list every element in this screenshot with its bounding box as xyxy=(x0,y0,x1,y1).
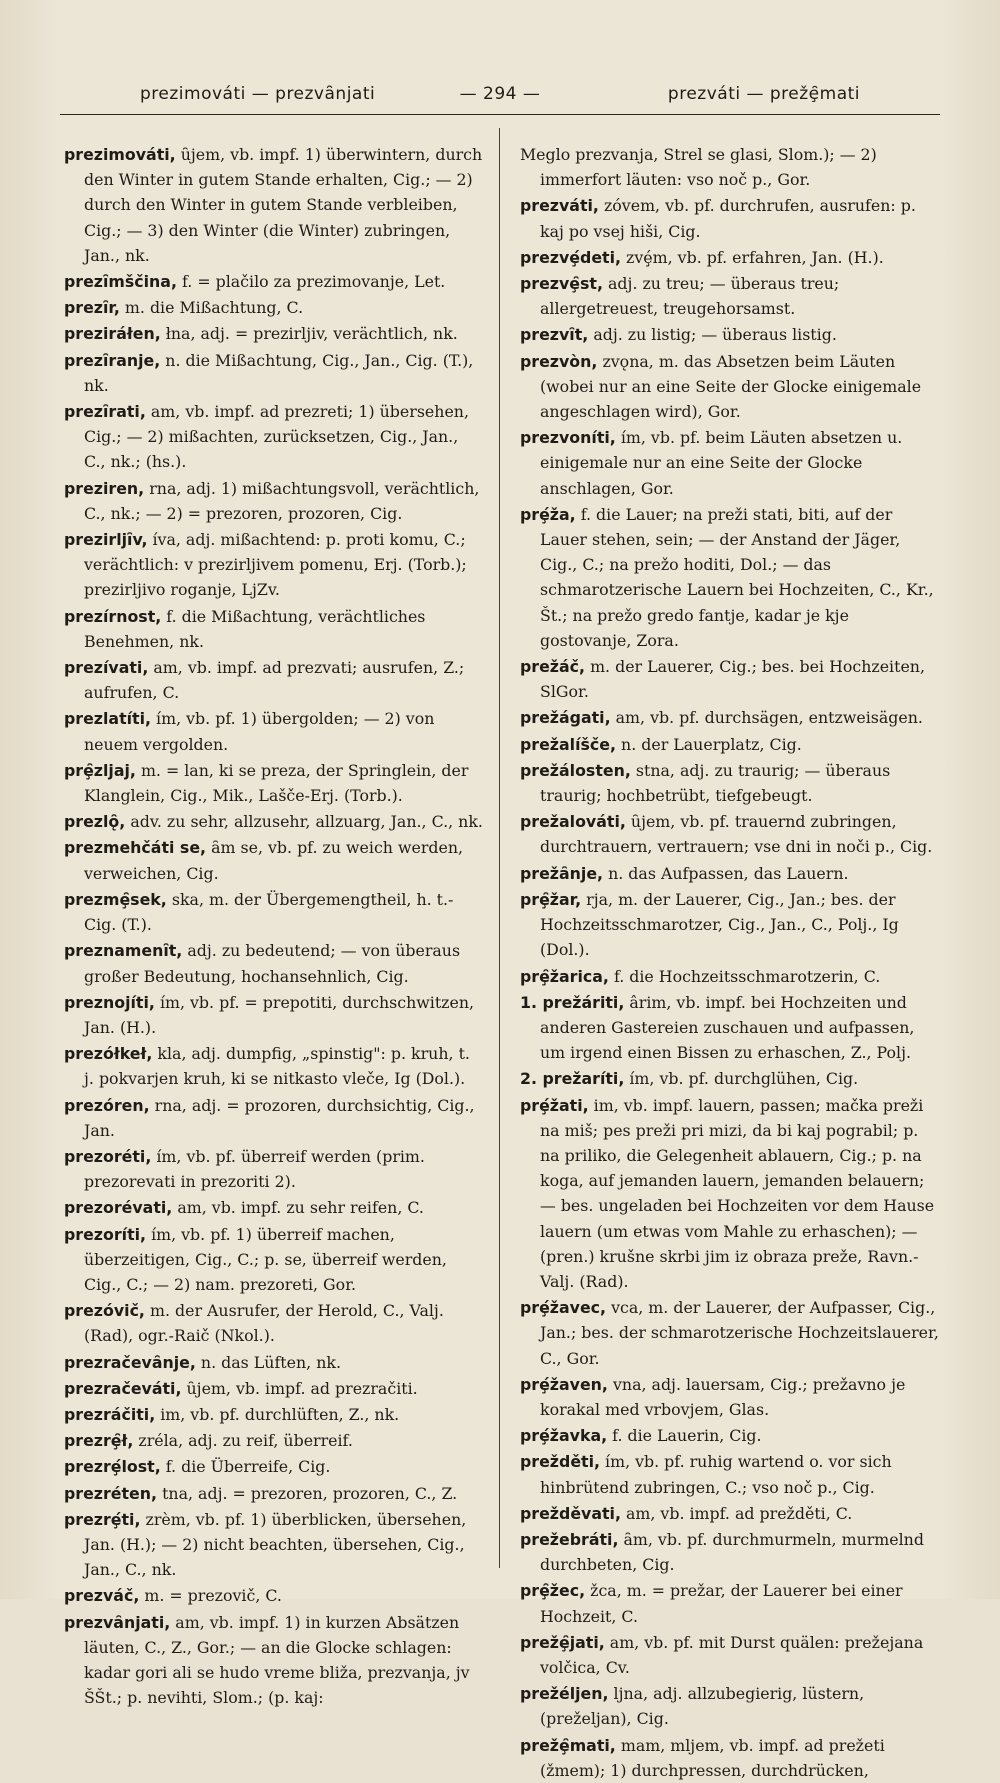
dictionary-entry xyxy=(64,1610,484,1711)
entry-definition: ȗjem, vb. impf. ad prezračiti. xyxy=(186,1378,418,1398)
headword: preziráłen, xyxy=(64,324,161,344)
headword: prezlatíti, xyxy=(64,709,152,729)
entry-definition: ím, vb. pf. durchglühen, Cig. xyxy=(629,1069,859,1089)
dictionary-entry xyxy=(64,758,484,808)
dictionary-entry xyxy=(520,1423,940,1448)
headword: prezračeváti, xyxy=(64,1378,182,1398)
entry-definition: n. die Mißachtung, Cig., Jan., Cig. (T.), nk. xyxy=(84,350,474,395)
headword: prežalíšče, xyxy=(520,734,616,754)
dictionary-entry xyxy=(64,321,484,346)
headword: prezrȩ́lost, xyxy=(64,1457,161,1477)
dictionary-entry xyxy=(64,1402,484,1427)
dictionary-entry xyxy=(64,1507,484,1583)
dictionary-entry xyxy=(64,527,484,603)
entry-definition: f. die Mißachtung, verächtliches Benehmen, nk. xyxy=(84,606,426,651)
page-header xyxy=(60,78,940,115)
dictionary-entry xyxy=(64,706,484,756)
headword: prȩ́ža, xyxy=(520,504,576,524)
entry-definition: f. die Hochzeitsschmarotzerin, C. xyxy=(613,966,881,986)
headword: prezlǫ̑, xyxy=(64,812,126,832)
headword: prezírnost, xyxy=(64,606,162,626)
headword: prezoréti, xyxy=(64,1146,152,1166)
dictionary-entry xyxy=(520,322,940,347)
headword: prezoríti, xyxy=(64,1224,147,1244)
entry-definition: vca, m. der Lauerer, der Aufpasser, Cig., Jan.; bes. der schmarotzerische Hochzeitslauerer, C., Gor. xyxy=(540,1298,939,1368)
dictionary-entry xyxy=(64,604,484,654)
entry-definition: am, vb. impf. zu sehr reifen, C. xyxy=(177,1198,424,1218)
dictionary-entry xyxy=(520,861,940,886)
entry-definition: žca, m. = prežar, der Lauerer bei einer Hochzeit, C. xyxy=(540,1581,903,1626)
headword: prezréten, xyxy=(64,1483,158,1503)
dictionary-entry xyxy=(64,1144,484,1194)
headword: prezmehčáti se, xyxy=(64,838,207,858)
dictionary-entry xyxy=(64,1481,484,1506)
dictionary-entry xyxy=(64,990,484,1040)
dictionary-entry xyxy=(64,1428,484,1453)
entry-definition: adj. zu bedeutend; — von überaus großer Bedeutung, hochansehnlich, Cig. xyxy=(84,941,461,986)
entry-definition: zvȩ́m, vb. pf. erfahren, Jan. (H.). xyxy=(626,247,884,267)
headword: prȩ̑zljaj, xyxy=(64,760,136,780)
dictionary-entry xyxy=(520,1093,940,1295)
header-left-guideword: prezimováti — prezvȃnjati xyxy=(140,84,376,104)
headword: prezółkeł, xyxy=(64,1044,153,1064)
headword: prezimováti, xyxy=(64,145,176,164)
headword: prezȋranje, xyxy=(64,350,161,370)
dictionary-entry xyxy=(520,193,940,243)
entry-definition: ȗjem, vb. impf. 1) überwintern, durch den Winter in gutem Stande erhalten, Cig.; — 2) durch den Winter in gutem Stande verbleiben, Cig.; — 3) den Winter (die Winter) zubringen, Jan., nk. xyxy=(84,145,483,265)
entry-definition: am, vb. impf. 1) in kurzen Absätzen läuten, C., Z., Gor.; — an die Glocke schlagen: kadar gori ali se hudo vreme bliža, prezvanja, jv ŠŠt.; p. nevihti, Slom.; (p. kaj: xyxy=(84,1612,470,1708)
headword: prezóvič, xyxy=(64,1301,145,1321)
dictionary-entry xyxy=(520,349,940,425)
dictionary-entry xyxy=(64,399,484,475)
headword: preznamenȋt, xyxy=(64,941,183,961)
headword: prezráčiti, xyxy=(64,1404,156,1424)
entry-definition: rja, m. der Lauerer, Cig., Jan.; bes. der Hochzeitsschmarotzer, Cig., Jan., C., Polj., Ig (Dol.). xyxy=(540,889,899,960)
dictionary-entry xyxy=(520,271,940,321)
headword: prezrȩ́ti, xyxy=(64,1509,141,1529)
entry-definition: f. = plačilo za prezimovanje, Let. xyxy=(182,272,446,292)
entry-definition: am, vb. impf. ad prežděti, C. xyxy=(625,1503,853,1523)
entry-definition: im, vb. impf. lauern, passen; mačka preži na miš; pes preži pri mizi, da bi kaj pograbil; p. na priliko, die Gelegenheit ablauern, Cig.; p. na koga, auf jemanden lauern, jemanden belauern; — bes. ungeladen bei Hochzeiten vor dem Hause lauern (um etwas vom Mahle zu erhaschen); — (pren.) krušne skrbi jim iz obraza preže, Ravn.-Valj. (Rad). xyxy=(540,1095,935,1291)
entry-definition: ím, vb. pf. überreif werden (prim. prezorevati in prezoriti 2). xyxy=(84,1146,425,1192)
entry-definition: m. = lan, ki se preza, der Springlein, der Klanglein, Cig., Mik., Lašče-Erj. (Torb.). xyxy=(84,760,469,806)
dictionary-entry xyxy=(520,502,940,653)
headword: prežȃnje, xyxy=(520,863,604,883)
entry-definition: m. der Lauerer, Cig.; bes. bei Hochzeiten, SlGor. xyxy=(540,657,925,702)
headword: 1. prežáriti, xyxy=(520,992,625,1012)
dictionary-entry xyxy=(64,809,484,834)
entry-definition: rna, adj. 1) mißachtungsvoll, verächtlich, C., nk.; — 2) = prezoren, prozoren, Cig. xyxy=(84,478,480,523)
headword: prežágati, xyxy=(520,708,611,728)
entry-definition: ím, vb. pf. 1) überreif machen, überzeitigen, Cig., C.; p. se, überreif werden, Cig., C.; — 2) nam. prezoreti, Gor. xyxy=(84,1224,447,1294)
entry-definition: m. die Mißachtung, C. xyxy=(124,298,304,318)
dictionary-entry xyxy=(520,1527,940,1577)
headword: prežálosten, xyxy=(520,760,631,780)
entry-definition: vna, adj. lauersam, Cig.; prežavno je korakal med vrbovjem, Glas. xyxy=(540,1374,906,1419)
dictionary-entry xyxy=(64,655,484,705)
headword: prȩ́žati, xyxy=(520,1095,589,1115)
dictionary-entry xyxy=(520,990,940,1066)
dictionary-entry xyxy=(520,1372,940,1422)
dictionary-entry xyxy=(64,348,484,398)
headword: prezvȋt, xyxy=(520,325,589,345)
entry-definition: ȗjem, vb. pf. trauernd zubringen, durchtrauern, vertrauern; vse dni in noči p., Cig. xyxy=(540,812,933,857)
headword: prezrȩ̑ł, xyxy=(64,1431,134,1451)
entry-definition: mam, mljem, vb. impf. ad prežeti (žmem); 1) durchpressen, durchdrücken, xyxy=(540,1735,885,1780)
dictionary-entry xyxy=(520,887,940,963)
entry-definition: tna, adj. = prezoren, prozoren, C., Z. xyxy=(162,1483,458,1503)
headword: prežděvati, xyxy=(520,1503,621,1523)
entry-definition: íva, adj. mißachtend: p. proti komu, C.; verächtlich: v prezirljivem pomenu, Erj. (Torb.); prezirljivo roganje, LjZv. xyxy=(84,530,467,600)
entry-definition: zrèm, vb. pf. 1) überblicken, übersehen, Jan. (H.); — 2) nicht beachten, übersehen, Cig., Jan., C., nk. xyxy=(84,1509,467,1580)
dictionary-entry xyxy=(64,1195,484,1220)
dictionary-entry xyxy=(64,1454,484,1479)
headword: prezóren, xyxy=(64,1095,150,1115)
dictionary-entry xyxy=(64,269,484,294)
entry-definition: f. die Lauer; na preži stati, biti, auf der Lauer stehen, sein; — der Anstand der Jäger, Cig., C.; na prežo hoditi, Dol.; — das schmarotzerische Lauern bei Hochzeiten, C., Kr., Št.; na prežo gredo fantje, kadar je kje gostovanje, Zora. xyxy=(540,504,934,650)
entry-definition: rna, adj. = prozoren, durchsichtig, Cig., Jan. xyxy=(84,1095,475,1140)
entry-definition: m. = prezovič, C. xyxy=(144,1586,282,1606)
entry-definition: n. das Aufpassen, das Lauern. xyxy=(608,863,849,883)
headword: prezvȃnjati, xyxy=(64,1612,171,1632)
entry-definition: m. der Ausrufer, der Herold, C., Valj. (Rad), ogr.-Raič (Nkol.). xyxy=(84,1301,444,1346)
dictionary-entry xyxy=(64,476,484,526)
entry-definition: am, vb. impf. ad prezreti; 1) übersehen, Cig.; — 2) mißachten, zurücksetzen, Cig., Jan., C., nk.; (hs.). xyxy=(84,402,469,472)
dictionary-entry xyxy=(520,1449,940,1499)
headword: prezmȩ̑sek, xyxy=(64,889,167,909)
dictionary-entry xyxy=(520,1681,940,1731)
dictionary-entry xyxy=(64,938,484,988)
entry-definition: ím, vb. pf. ruhig wartend o. vor sich hinbrütend zubringen, C.; vso noč p., Cig. xyxy=(540,1452,892,1497)
dictionary-entry xyxy=(520,425,940,501)
dictionary-entry xyxy=(520,1295,940,1371)
entry-definition: ârim, vb. impf. bei Hochzeiten und anderen Gastereien zuschauen und aufpassen, um irgend einen Bissen zu erhaschen, Z., Polj. xyxy=(540,992,915,1063)
dictionary-entry xyxy=(64,295,484,320)
dictionary-entry xyxy=(520,142,940,192)
entry-definition: ím, vb. pf. = prepotiti, durchschwitzen, Jan. (H.). xyxy=(84,992,475,1037)
entry-definition: Meglo prezvanja, Strel se glasi, Slom.); — 2) immerfort läuten: vso noč p., Gor. xyxy=(520,145,877,190)
headword: prȩ́žaven, xyxy=(520,1374,608,1394)
entry-definition: adv. zu sehr, allzusehr, allzuarg, Jan., C., nk. xyxy=(130,812,483,832)
headword: preznojíti, xyxy=(64,992,155,1012)
entry-definition: zvǫna, m. das Absetzen beim Läuten (wobei nur an eine Seite der Glocke einigemale angeschlagen wird), Gor. xyxy=(540,351,922,422)
dictionary-entry xyxy=(520,1733,940,1783)
dictionary-entry xyxy=(520,705,940,730)
column-divider xyxy=(499,128,500,1568)
headword: prezvòn, xyxy=(520,351,598,371)
headword: prezívati, xyxy=(64,658,149,678)
dictionary-entry xyxy=(64,835,484,885)
headword: prȩ̑žarica, xyxy=(520,966,609,986)
entry-definition: n. der Lauerplatz, Cig. xyxy=(621,734,802,754)
headword: prezvoníti, xyxy=(520,428,616,448)
entry-definition: ím, vb. pf. beim Läuten absetzen u. einigemale nur an eine Seite der Glocke anschlagen, Gor. xyxy=(540,428,903,498)
dictionary-entry xyxy=(64,142,484,268)
entry-definition: kla, adj. dumpfig, „spinstig": p. kruh, t. j. pokvarjen kruh, ki se nitkasto vleče, Ig (Dol.). xyxy=(84,1044,470,1089)
dictionary-entry xyxy=(64,1376,484,1401)
headword: prezȋmščina, xyxy=(64,272,177,292)
entry-definition: ljna, adj. allzubegierig, lüstern, (preželjan), Cig. xyxy=(540,1684,865,1729)
dictionary-entry xyxy=(520,732,940,757)
dictionary-entry xyxy=(520,964,940,989)
dictionary-entry xyxy=(64,1222,484,1298)
headword: prežalováti, xyxy=(520,812,626,832)
headword: prezračevȃnje, xyxy=(64,1352,196,1372)
entry-definition: am, vb. pf. durchsägen, entzweisägen. xyxy=(615,708,923,728)
headword: prežáč, xyxy=(520,657,586,677)
entry-definition: f. die Überreife, Cig. xyxy=(165,1457,331,1477)
dictionary-entry xyxy=(520,758,940,808)
headword: prežȩ̑mati, xyxy=(520,1735,616,1755)
dictionary-entry xyxy=(64,1298,484,1348)
headword: prezvȩ́deti, xyxy=(520,247,622,267)
right-column xyxy=(520,142,940,1780)
dictionary-entry xyxy=(520,1578,940,1628)
dictionary-entry xyxy=(520,1501,940,1526)
dictionary-entry xyxy=(520,245,940,270)
headword: 2. prežaríti, xyxy=(520,1069,625,1089)
headword: prežděti, xyxy=(520,1452,600,1472)
dictionary-entry xyxy=(520,1066,940,1091)
headword: prezorévati, xyxy=(64,1198,173,1218)
dictionary-entry xyxy=(520,654,940,704)
entry-definition: stna, adj. zu traurig; — überaus traurig; hochbetrübt, tiefgebeugt. xyxy=(540,760,891,806)
dictionary-entry xyxy=(64,1583,484,1608)
left-column xyxy=(64,142,484,1708)
entry-definition: ȃm, vb. pf. durchmurmeln, murmelnd durchbeten, Cig. xyxy=(540,1529,924,1575)
headword: preziren, xyxy=(64,478,145,498)
entry-definition: ska, m. der Übergemengtheil, h. t.-Cig. (T.). xyxy=(84,889,454,935)
dictionary-entry xyxy=(64,1350,484,1375)
dictionary-entry xyxy=(64,1041,484,1091)
entry-definition: adj. zu treu; — überaus treu; allergetreuest, treugehorsamst. xyxy=(540,274,840,319)
headword: prežéljen, xyxy=(520,1684,609,1704)
headword: prezvȩ̑st, xyxy=(520,274,603,294)
entry-definition: im, vb. pf. durchlüften, Z., nk. xyxy=(160,1404,400,1424)
dictionary-entry xyxy=(64,1093,484,1143)
dictionary-entry xyxy=(520,1630,940,1680)
headword: prežebráti, xyxy=(520,1529,619,1549)
headword: prezirljȋv, xyxy=(64,530,148,550)
entry-definition: am, vb. impf. ad prezvati; ausrufen, Z.; aufrufen, C. xyxy=(84,658,465,703)
dictionary-entry xyxy=(520,809,940,859)
headword: prȩ́žavka, xyxy=(520,1426,608,1446)
entry-definition: n. das Lüften, nk. xyxy=(200,1352,341,1372)
entry-definition: adj. zu listig; — überaus listig. xyxy=(593,325,837,345)
headword: prezváč, xyxy=(64,1586,140,1606)
entry-definition: zóvem, vb. pf. durchrufen, ausrufen: p. kaj po vsej hiši, Cig. xyxy=(540,196,916,241)
dictionary-entry xyxy=(64,887,484,937)
entry-definition: ȃm se, vb. pf. zu weich werden, verweichen, Cig. xyxy=(84,838,464,883)
headword: prȩ̑žec, xyxy=(520,1581,586,1601)
entry-definition: łna, adj. = prezirljiv, verächtlich, nk. xyxy=(165,324,458,344)
headword: prezváti, xyxy=(520,196,599,216)
headword: prȩ̑žar, xyxy=(520,889,582,909)
header-right-guideword: prezváti — prežȩ̑mati xyxy=(667,84,860,104)
entry-definition: am, vb. pf. mit Durst quälen: prežejana volčica, Cv. xyxy=(540,1632,924,1677)
entry-definition: ím, vb. pf. 1) übergolden; — 2) von neuem vergolden. xyxy=(84,709,435,754)
headword: prezȋr, xyxy=(64,298,120,318)
headword: prežȩ̑jati, xyxy=(520,1632,605,1652)
entry-definition: f. die Lauerin, Cig. xyxy=(612,1426,762,1446)
page-number: — 294 — xyxy=(459,84,541,104)
headword: prȩ́žavec, xyxy=(520,1298,607,1318)
headword: prezȋrati, xyxy=(64,402,146,422)
entry-definition: zréla, adj. zu reif, überreif. xyxy=(138,1431,353,1451)
